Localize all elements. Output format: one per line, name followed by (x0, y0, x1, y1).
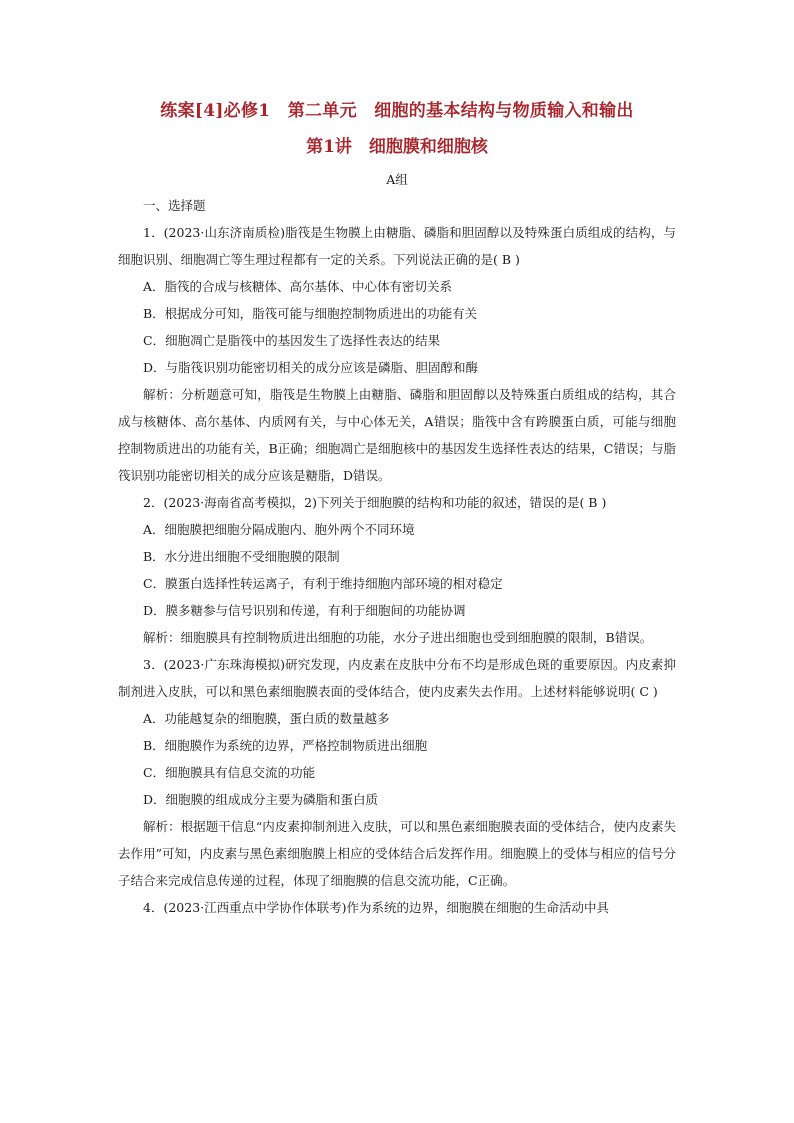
question-3-option-b: B．细胞膜作为系统的边界，严格控制物质进出细胞 (143, 738, 428, 753)
question-2-option-c: C．膜蛋白选择性转运离子，有利于维持细胞内部环境的相对稳定 (143, 576, 503, 591)
question-2-option-b: B．水分进出细胞不受细胞膜的限制 (143, 549, 340, 564)
question-3-analysis: 解析：根据题干信息“内皮素抑制剂进入皮肤，可以和黑色素细胞膜表面的受体结合，使内皮素失去作用”可知，内皮素与黑色素细胞膜上相应的受体结合后发挥作用。细胞膜上的受体与相应的信号分子结合来完成信息传递的过程，体现了细胞膜的信息交流功能，C正确。 (118, 819, 676, 888)
question-4-stem: 4．(2023·江西重点中学协作体联考)作为系统的边界，细胞膜在细胞的生命活动中具 (143, 900, 609, 915)
title-line-1: 练案[4]必修1 第二单元 细胞的基本结构与物质输入和输出 (160, 101, 634, 121)
question-3-option-d: D．细胞膜的组成成分主要为磷脂和蛋白质 (143, 792, 379, 807)
question-1-option-c: C．细胞凋亡是脂筏中的基因发生了选择性表达的结果 (143, 333, 441, 348)
question-1-option-a: A．脂筏的合成与核糖体、高尔基体、中心体有密切关系 (143, 279, 453, 294)
question-2-stem: 2．(2023·海南省高考模拟，2)下列关于细胞膜的结构和功能的叙述，错误的是( B ) (143, 495, 607, 510)
question-2-option-d: D．膜多糖参与信号识别和传递，有利于细胞间的功能协调 (143, 603, 466, 618)
question-1-stem: 1．(2023·山东济南质检)脂筏是生物膜上由糖脂、磷脂和胆固醇以及特殊蛋白质组成的结构，与细胞识别、细胞凋亡等生理过程都有一定的关系。下列说法正确的是( B ) (118, 225, 676, 267)
content-body (118, 192, 676, 921)
section-label: 一、选择题 (143, 198, 206, 213)
question-2-option-a: A．细胞膜把细胞分隔成胞内、胞外两个不同环境 (143, 522, 415, 537)
question-2-analysis: 解析：细胞膜具有控制物质进出细胞的功能，水分子进出细胞也受到细胞膜的限制，B错误。 (143, 630, 653, 645)
group-label: A组 (386, 172, 408, 187)
question-3-option-c: C．细胞膜具有信息交流的功能 (143, 765, 316, 780)
title-line-2: 第1讲 细胞膜和细胞核 (306, 137, 488, 157)
question-3-option-a: A．功能越复杂的细胞膜，蛋白质的数量越多 (143, 711, 390, 726)
question-1-option-b: B．根据成分可知，脂筏可能与细胞控制物质进出的功能有关 (143, 306, 478, 321)
question-3-stem: 3．(2023·广东珠海模拟)研究发现，内皮素在皮肤中分布不均是形成色斑的重要原因。内皮素抑制剂进入皮肤，可以和黑色素细胞膜表面的受体结合，使内皮素失去作用。上述材料能够说明( C ) (118, 657, 676, 699)
question-1-analysis: 解析：分析题意可知，脂筏是生物膜上由糖脂、磷脂和胆固醇以及特殊蛋白质组成的结构，其合成与核糖体、高尔基体、内质网有关，与中心体无关，A错误；脂筏中含有跨膜蛋白质，可能与细胞控制物质进出的功能有关，B正确；细胞凋亡是细胞核中的基因发生选择性表达的结果，C错误；与脂筏识别功能密切相关的成分应该是糖脂，D错误。 (118, 387, 676, 483)
question-1-option-d: D．与脂筏识别功能密切相关的成分应该是磷脂、胆固醇和酶 (143, 360, 479, 375)
